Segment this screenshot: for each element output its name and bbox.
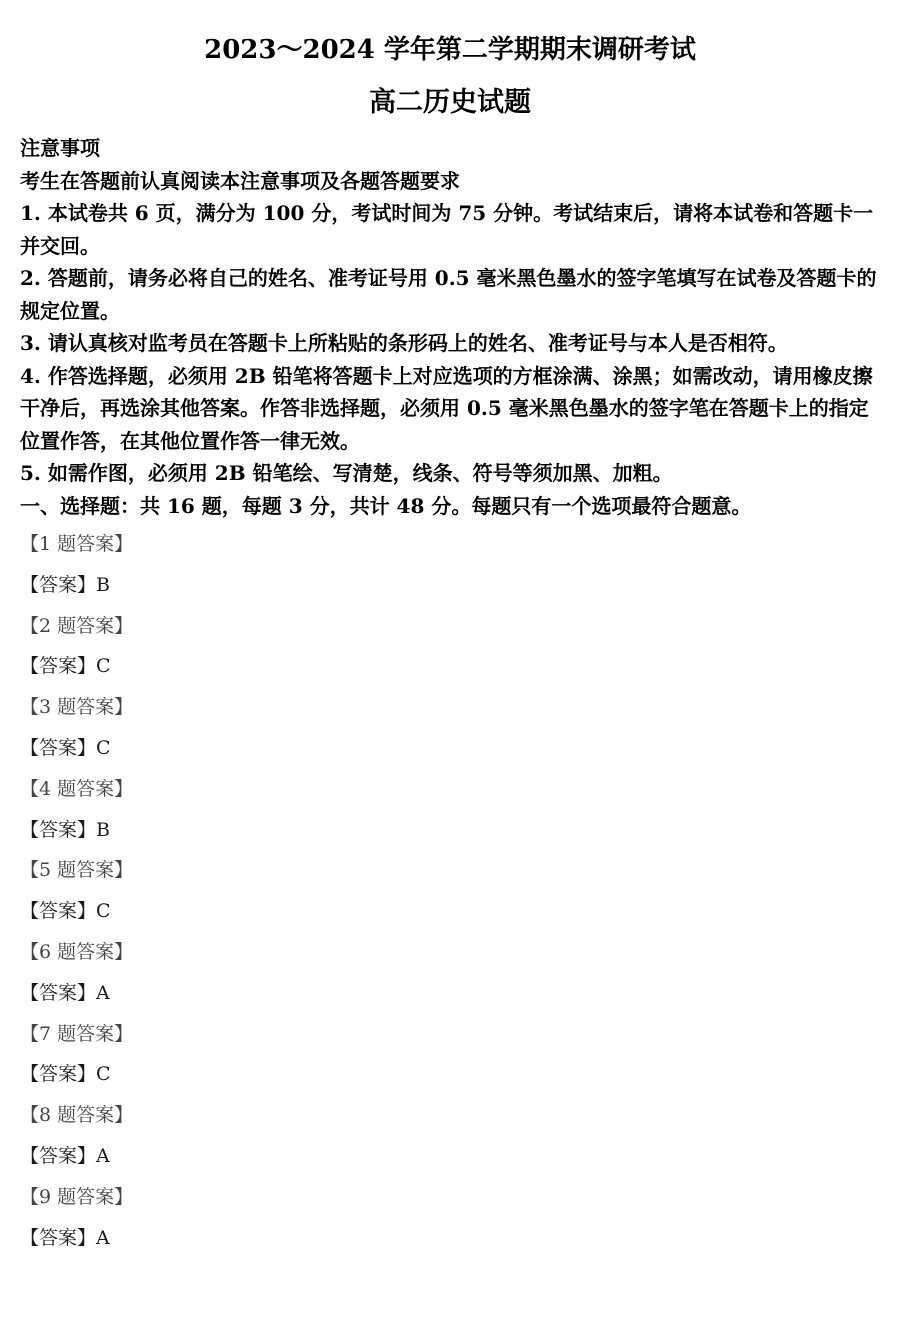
question-label: 【9 题答案】 bbox=[20, 1185, 134, 1208]
answer-value: A bbox=[96, 1226, 110, 1249]
answer-line bbox=[20, 646, 880, 687]
answer-value: B bbox=[96, 818, 110, 841]
answer-prefix: 【答案】 bbox=[20, 736, 97, 759]
answer-prefix: 【答案】 bbox=[20, 1063, 97, 1086]
question-label: 【4 题答案】 bbox=[20, 777, 134, 800]
notice-intro: 考生在答题前认真阅读本注意事项及各题答题要求 bbox=[20, 168, 460, 193]
answer-value: B bbox=[96, 573, 110, 596]
answer-value: A bbox=[96, 981, 110, 1004]
document-title: 2023～2024 学年第二学期期末调研考试 bbox=[204, 35, 696, 65]
answer-line bbox=[20, 728, 880, 769]
answer-prefix: 【答案】 bbox=[20, 573, 97, 596]
notice-item-2: 2. 答题前，请务必将自己的姓名、准考证号用 0.5 毫米黑色墨水的签字笔填写在试卷及答题卡的规定位置。 bbox=[20, 266, 877, 323]
notice-heading: 注意事项 bbox=[20, 136, 100, 160]
notice-item-4: 4. 作答选择题，必须用 2B 铅笔将答题卡上对应选项的方框涂满、涂黑；如需改动，请用橡皮擦干净后，再选涂其他答案。作答非选择题，必须用 0.5 毫米黑色墨水的签字笔在答题卡上的指定位置作答，在其他位置作答一律无效。 bbox=[20, 363, 873, 453]
question-label: 【6 题答案】 bbox=[20, 940, 134, 963]
question-label: 【7 题答案】 bbox=[20, 1022, 134, 1045]
answer-prefix: 【答案】 bbox=[20, 655, 97, 678]
answer-line bbox=[20, 1054, 880, 1095]
question-label: 【1 题答案】 bbox=[20, 533, 134, 555]
answer-prefix: 【答案】 bbox=[20, 900, 97, 923]
answer-value: A bbox=[96, 1144, 110, 1167]
answer-line bbox=[20, 810, 880, 851]
answer-line bbox=[20, 973, 880, 1014]
question-label: 【3 题答案】 bbox=[20, 696, 134, 719]
notice-item-3: 3. 请认真核对监考员在答题卡上所粘贴的条形码上的姓名、准考证号与本人是否相符。 bbox=[20, 331, 788, 355]
question-label: 【8 题答案】 bbox=[20, 1104, 134, 1127]
answer-line bbox=[20, 1218, 880, 1259]
notice-item-1: 1. 本试卷共 6 页，满分为 100 分，考试时间为 75 分钟。考试结束后，请将本试卷和答题卡一并交回。 bbox=[20, 201, 874, 258]
notice-section bbox=[20, 132, 880, 522]
answer-prefix: 【答案】 bbox=[20, 981, 97, 1004]
answer-prefix: 【答案】 bbox=[20, 818, 97, 841]
section-heading: 一、选择题：共 16 题，每题 3 分，共计 48 分。每题只有一个选项最符合题意。 bbox=[20, 493, 752, 518]
document-subtitle: 高二历史试题 bbox=[369, 87, 531, 118]
answer-prefix: 【答案】 bbox=[20, 1144, 97, 1167]
answer-value: C bbox=[96, 736, 111, 759]
answer-value: C bbox=[96, 1063, 111, 1086]
answer-line bbox=[20, 1136, 880, 1177]
answer-list bbox=[20, 524, 880, 1258]
answer-line bbox=[20, 565, 880, 606]
question-label: 【5 题答案】 bbox=[20, 859, 134, 882]
question-label: 【2 题答案】 bbox=[20, 614, 134, 637]
answer-line bbox=[20, 891, 880, 932]
answer-value: C bbox=[96, 900, 111, 923]
notice-item-5: 5. 如需作图，必须用 2B 铅笔绘、写清楚，线条、符号等须加黑、加粗。 bbox=[20, 461, 673, 485]
answer-value: C bbox=[96, 655, 111, 678]
answer-prefix: 【答案】 bbox=[20, 1226, 97, 1249]
